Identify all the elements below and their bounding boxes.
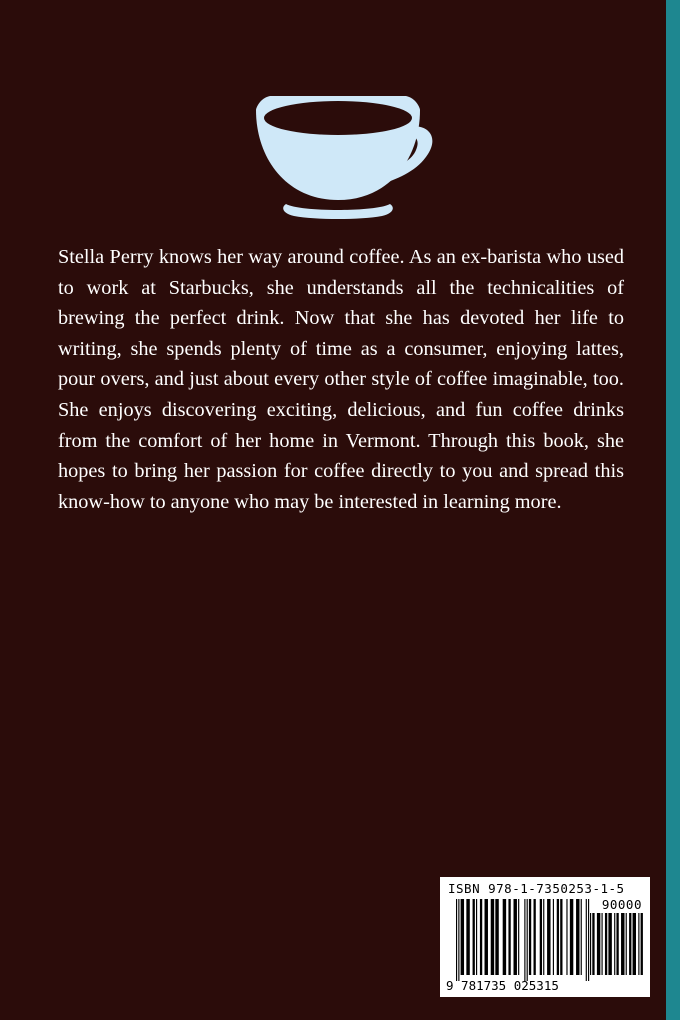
price-code: 90000 bbox=[601, 897, 642, 912]
ean-digits: 9 781735 025315 bbox=[446, 978, 559, 993]
spine-accent-strip bbox=[666, 0, 680, 1020]
isbn-label: ISBN 978-1-7350253-1-5 bbox=[448, 881, 625, 896]
coffee-cup-icon bbox=[250, 88, 436, 224]
author-blurb: Stella Perry knows her way around coffee. As an ex-barista who used to work at Starbucks, she understands all the technicalities of brewing the perfect drink. Now that she has devoted her life to writing, she spends plenty of time as a consumer, enjoying lattes, pour overs, and just about every other style of coffee imaginable, too. She enjoys discovering exciting, delicious, and fun coffee drinks from the comfort of her home in Vermont. Through this book, she hopes to bring her passion for coffee directly to you and spread this know-how to anyone who may be interested in learning more. bbox=[58, 246, 624, 513]
isbn-barcode bbox=[440, 877, 650, 997]
